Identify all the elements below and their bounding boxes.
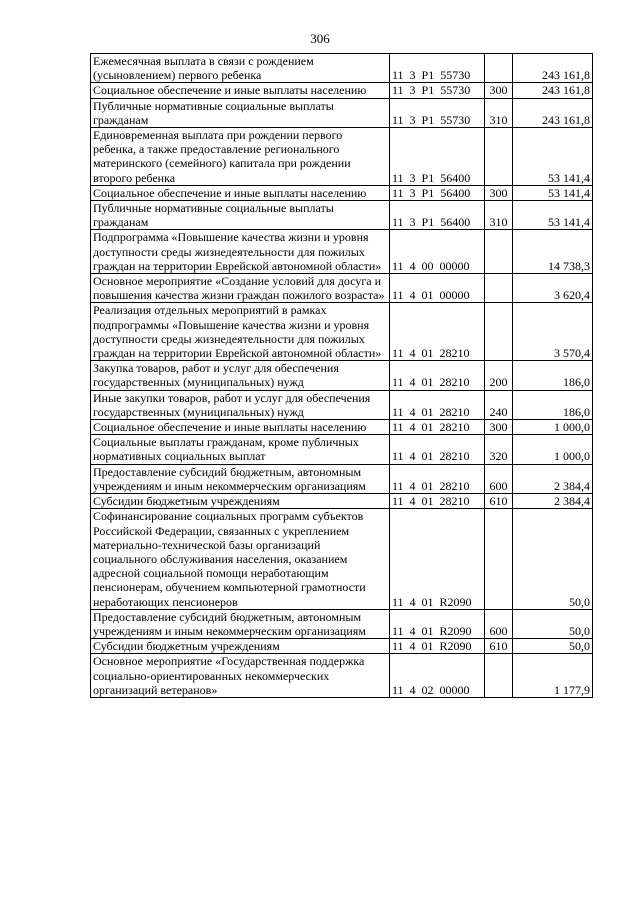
row-amount-cell: 14 738,3 xyxy=(513,230,593,274)
table-row xyxy=(91,83,593,98)
row-name-cell: Закупка товаров, работ и услуг для обеспечения государственных (муниципальных) нужд xyxy=(91,361,390,390)
row-amount-cell: 243 161,8 xyxy=(513,98,593,127)
row-code-cell: 11 4 01 28210 xyxy=(390,303,485,361)
table-row xyxy=(91,230,593,274)
row-name-cell: Единовременная выплата при рождении первого ребенка, а также предоставление регионального материнского (семейного) капитала при рождении второго ребенка xyxy=(91,128,390,186)
row-code-cell: 11 4 00 00000 xyxy=(390,230,485,274)
table-row xyxy=(91,494,593,509)
row-expense-type-cell xyxy=(485,54,513,83)
row-amount-cell: 243 161,8 xyxy=(513,83,593,98)
row-amount-cell: 53 141,4 xyxy=(513,128,593,186)
table-row xyxy=(91,609,593,638)
row-expense-type-cell xyxy=(485,230,513,274)
row-code-cell: 11 3 P1 56400 xyxy=(390,128,485,186)
row-amount-cell: 3 620,4 xyxy=(513,274,593,303)
row-expense-type-cell: 300 xyxy=(485,185,513,200)
row-name-cell: Ежемесячная выплата в связи с рождением (усыновлением) первого ребенка xyxy=(91,54,390,83)
row-name-cell: Софинансирование социальных программ субъектов Российской Федерации, связанных с укреплением материально-технической базы организаций социального обслуживания населения, оказанием адресной социальной помощи неработающим пенсионерам, обучением компьютерной грамотности неработающих пенсионеров xyxy=(91,509,390,609)
table-row xyxy=(91,464,593,493)
table-row xyxy=(91,201,593,230)
table-row xyxy=(91,435,593,464)
row-name-cell: Субсидии бюджетным учреждениям xyxy=(91,639,390,654)
row-amount-cell: 53 141,4 xyxy=(513,185,593,200)
row-name-cell: Предоставление субсидий бюджетным, автономным учреждениям и иным некоммерческим организациям xyxy=(91,609,390,638)
row-name-cell: Основное мероприятие «Государственная поддержка социально-ориентированных некоммерческих организаций ветеранов» xyxy=(91,654,390,698)
row-amount-cell: 50,0 xyxy=(513,509,593,609)
row-expense-type-cell: 300 xyxy=(485,420,513,435)
row-code-cell: 11 4 01 28210 xyxy=(390,464,485,493)
budget-table xyxy=(90,53,593,698)
row-expense-type-cell xyxy=(485,128,513,186)
table-row xyxy=(91,303,593,361)
row-expense-type-cell: 610 xyxy=(485,494,513,509)
row-code-cell: 11 3 P1 55730 xyxy=(390,98,485,127)
row-amount-cell: 186,0 xyxy=(513,390,593,419)
row-code-cell: 11 4 01 28210 xyxy=(390,435,485,464)
table-row xyxy=(91,361,593,390)
row-name-cell: Основное мероприятие «Создание условий для досуга и повышения качества жизни граждан пожилого возраста» xyxy=(91,274,390,303)
table-row xyxy=(91,654,593,698)
row-expense-type-cell xyxy=(485,509,513,609)
page-number: 306 xyxy=(310,31,330,46)
table-row xyxy=(91,54,593,83)
row-amount-cell: 1 177,9 xyxy=(513,654,593,698)
row-expense-type-cell: 600 xyxy=(485,464,513,493)
row-expense-type-cell: 600 xyxy=(485,609,513,638)
table-row xyxy=(91,390,593,419)
row-amount-cell: 2 384,4 xyxy=(513,464,593,493)
row-name-cell: Иные закупки товаров, работ и услуг для обеспечения государственных (муниципальных) нужд xyxy=(91,390,390,419)
row-code-cell: 11 4 01 28210 xyxy=(390,361,485,390)
row-code-cell: 11 3 P1 55730 xyxy=(390,54,485,83)
row-expense-type-cell: 300 xyxy=(485,83,513,98)
row-amount-cell: 3 570,4 xyxy=(513,303,593,361)
table-row xyxy=(91,128,593,186)
row-code-cell: 11 3 P1 55730 xyxy=(390,83,485,98)
row-expense-type-cell: 240 xyxy=(485,390,513,419)
row-amount-cell: 243 161,8 xyxy=(513,54,593,83)
row-name-cell: Подпрограмма «Повышение качества жизни и уровня доступности среды жизнедеятельности для пожилых граждан на территории Еврейской автономной области» xyxy=(91,230,390,274)
row-amount-cell: 50,0 xyxy=(513,639,593,654)
row-code-cell: 11 4 01 R2090 xyxy=(390,639,485,654)
row-code-cell: 11 4 01 28210 xyxy=(390,494,485,509)
table-row xyxy=(91,509,593,609)
row-code-cell: 11 4 01 00000 xyxy=(390,274,485,303)
row-name-cell: Социальное обеспечение и иные выплаты населению xyxy=(91,83,390,98)
row-code-cell: 11 4 01 R2090 xyxy=(390,509,485,609)
table-row xyxy=(91,185,593,200)
table-row xyxy=(91,274,593,303)
row-amount-cell: 53 141,4 xyxy=(513,201,593,230)
row-code-cell: 11 4 01 28210 xyxy=(390,390,485,419)
row-name-cell: Публичные нормативные социальные выплаты гражданам xyxy=(91,98,390,127)
row-code-cell: 11 4 01 R2090 xyxy=(390,609,485,638)
row-name-cell: Социальное обеспечение и иные выплаты населению xyxy=(91,185,390,200)
row-name-cell: Социальное обеспечение и иные выплаты населению xyxy=(91,420,390,435)
row-code-cell: 11 3 P1 56400 xyxy=(390,201,485,230)
row-expense-type-cell xyxy=(485,654,513,698)
row-name-cell: Субсидии бюджетным учреждениям xyxy=(91,494,390,509)
row-expense-type-cell: 200 xyxy=(485,361,513,390)
row-expense-type-cell: 310 xyxy=(485,98,513,127)
row-expense-type-cell: 310 xyxy=(485,201,513,230)
budget-table-body xyxy=(91,54,593,698)
table-row xyxy=(91,98,593,127)
table-row xyxy=(91,420,593,435)
row-code-cell: 11 3 P1 56400 xyxy=(390,185,485,200)
row-amount-cell: 186,0 xyxy=(513,361,593,390)
row-expense-type-cell: 610 xyxy=(485,639,513,654)
row-name-cell: Публичные нормативные социальные выплаты гражданам xyxy=(91,201,390,230)
table-row xyxy=(91,639,593,654)
row-code-cell: 11 4 02 00000 xyxy=(390,654,485,698)
row-name-cell: Социальные выплаты гражданам, кроме публичных нормативных социальных выплат xyxy=(91,435,390,464)
row-expense-type-cell: 320 xyxy=(485,435,513,464)
row-amount-cell: 50,0 xyxy=(513,609,593,638)
row-amount-cell: 2 384,4 xyxy=(513,494,593,509)
row-name-cell: Предоставление субсидий бюджетным, автономным учреждениям и иным некоммерческим организациям xyxy=(91,464,390,493)
row-amount-cell: 1 000,0 xyxy=(513,435,593,464)
row-code-cell: 11 4 01 28210 xyxy=(390,420,485,435)
row-expense-type-cell xyxy=(485,303,513,361)
row-amount-cell: 1 000,0 xyxy=(513,420,593,435)
row-expense-type-cell xyxy=(485,274,513,303)
row-name-cell: Реализация отдельных мероприятий в рамках подпрограммы «Повышение качества жизни и уровня доступности среды жизнедеятельности для пожилых граждан на территории Еврейской автономной области» xyxy=(91,303,390,361)
